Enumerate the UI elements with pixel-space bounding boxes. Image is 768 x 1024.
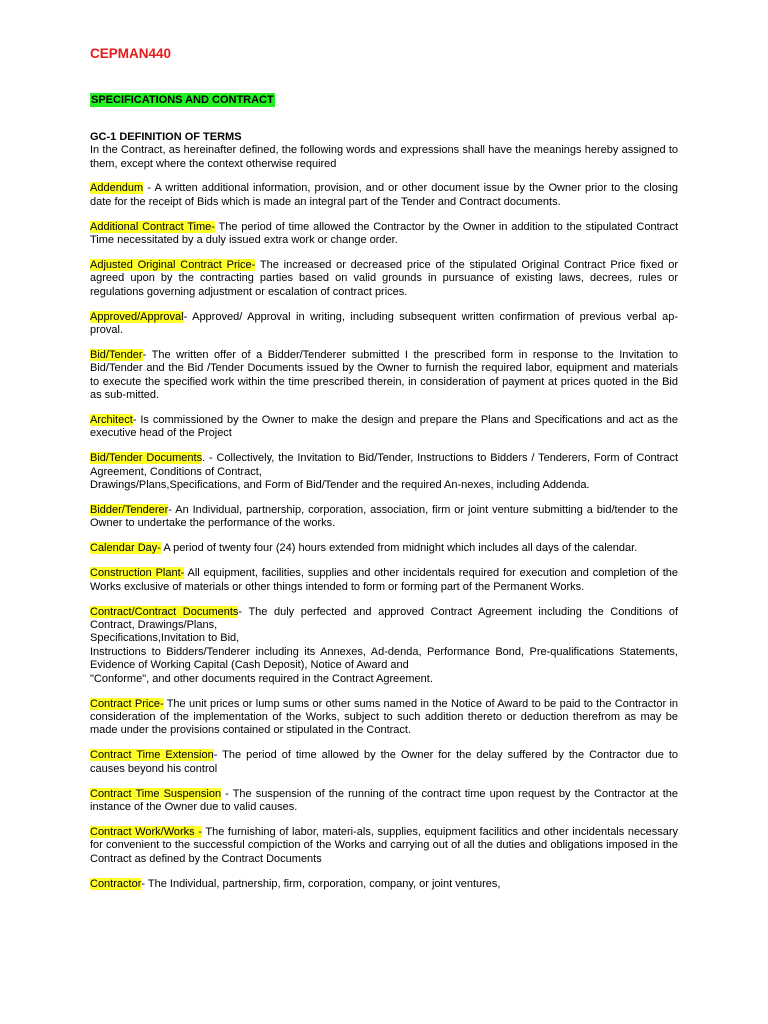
definition-text: - The Individual, partnership, firm, corporation, company, or joint ventures, [141, 877, 501, 890]
definition-item [90, 567, 678, 594]
definition-term: Architect [90, 414, 133, 426]
definition-term: Additional Contract Time- [90, 220, 215, 233]
definition-item [90, 221, 678, 248]
definition-text: A period of twenty four (24) hours extended from midnight which includes all days of the calendar. [160, 542, 638, 555]
definition-text: The furnishing of labor, materi-als, supplies, equipment facilitics and other incidentals necessary for convenient to the successful compiction of the Works and carrying out of all the duties and obligations imposed in the Contract as defined by the Contract Documents [90, 825, 678, 865]
definition-text: - The duly perfected and approved Contract Agreement including the Conditions of Contract, Drawings/Plans, [90, 605, 678, 631]
definition-text-line: Drawings/Plans,Specifications, and Form of Bid/Tender and the required An-nexes, including Addenda. [90, 479, 590, 492]
section-title-text: SPECIFICATIONS AND CONTRACT [91, 94, 274, 106]
definition-term: Contract Work/Works - [90, 825, 202, 838]
definitions-heading: GC-1 DEFINITION OF TERMS [90, 131, 242, 143]
definition-text-line: "Conforme", and other documents required in the Contract Agreement. [90, 672, 433, 685]
definition-text: - Is commissioned by the Owner to make the design and prepare the Plans and Specifications and act as the executive head of the Project [90, 414, 678, 440]
definition-text: - The suspension of the running of the contract time upon request by the Contractor at the instance of the Owner due to valid causes. [90, 787, 679, 813]
definition-term: Contract Time Suspension [90, 787, 222, 800]
intro-paragraph: In the Contract, as hereinafter defined, the following words and expressions shall have the meanings hereby assigned to them, except where the context otherwise required [90, 144, 678, 170]
definition-item [90, 414, 678, 441]
definition-item [90, 259, 678, 299]
definition-term: Contract/Contract Documents [90, 605, 239, 618]
definition-text: - The written offer of a Bidder/Tenderer submitted I the prescribed form in response to the Invitation to Bid/Tender and the Bid /Tender Documents issued by the Owner to furnish the required labor, equipment and materials to execute the specified work within the time prescribed therein, in consideration of payment at prices quoted in the Bid as sub-mitted. [90, 348, 678, 402]
definition-term: Contractor [90, 877, 142, 890]
definition-item [90, 542, 678, 555]
definition-term: Bid/Tender [90, 348, 143, 361]
definition-item [90, 698, 678, 738]
section-title [90, 94, 275, 106]
definition-item [90, 788, 678, 815]
definition-item [90, 749, 678, 776]
definition-item [90, 452, 678, 492]
definition-text: The unit prices or lump sums or other sums named in the Notice of Award to be paid to the Contractor in consideration of the implementation of the Works, subject to such addition thereto or deduction therefrom as may be made under the provisions contained or stipulated in the Contract. [90, 697, 679, 737]
definition-term: Approved/Approval [90, 310, 184, 323]
definition-term: Bid/Tender Documents [90, 452, 203, 465]
definition-text: - An Individual, partnership, corporation, association, firm or joint venture submitting a bid/tender to the Owner to undertake the performance of the works. [90, 504, 678, 530]
definition-text: - The period of time allowed by the Owner for the delay suffered by the Contractor due to causes beyond his control [90, 749, 678, 775]
definition-text: The period of time allowed the Contractor by the Owner in addition to the stipulated Contract Time necessitated by a duly issued extra work or change order. [90, 220, 679, 246]
definition-text: - A written additional information, provision, and or other document issue by the Owner prior to the closing date for the receipt of Bids which is made an integral part of the Tender and Contract documents. [90, 182, 678, 208]
definition-item [90, 878, 678, 891]
definition-text: All equipment, facilities, supplies and other incidentals required for execution and completion of the Works exclusive of materials or other things intended to form or forming part of the Permanent Works. [90, 567, 678, 593]
definition-term: Addendum [90, 182, 144, 195]
definition-term: Contract Price- [90, 697, 164, 710]
definition-item [90, 504, 678, 531]
definition-text: . - Collectively, the Invitation to Bid/Tender, Instructions to Bidders / Tenderers, Form of Contract Agreement, Conditions of Contract, [90, 452, 679, 478]
definition-term: Construction Plant- [90, 567, 185, 580]
definition-item [90, 606, 678, 686]
definition-item [90, 311, 678, 338]
definition-term: Calendar Day- [90, 542, 161, 555]
definition-term: Bidder/Tenderer [90, 504, 169, 517]
document-code: CEPMAN440 [90, 46, 172, 61]
document-body [90, 131, 678, 902]
definition-item [90, 349, 678, 403]
definition-term: Contract Time Extension [90, 749, 214, 762]
definition-text: - Approved/ Approval in writing, including subsequent written confirmation of previous verbal ap-proval. [90, 310, 678, 336]
definition-term: Adjusted Original Contract Price- [90, 258, 256, 271]
definition-text: The increased or decreased price of the stipulated Original Contract Price fixed or agreed upon by the contracting parties based on valid grounds in pursuance of existing laws, decrees, rules or regulations governing adjustment or escalation of contract prices. [90, 258, 678, 298]
definitions-list [90, 182, 678, 891]
definition-item [90, 826, 678, 866]
definition-text-line: Specifications,Invitation to Bid, [90, 632, 240, 645]
definition-text-line: Instructions to Bidders/Tenderer including its Annexes, Ad-denda, Performance Bond, Pre-qualifications Statements, Evidence of Working Capital (Cash Deposit), Notice of Award and [90, 645, 678, 672]
definition-item [90, 182, 678, 209]
